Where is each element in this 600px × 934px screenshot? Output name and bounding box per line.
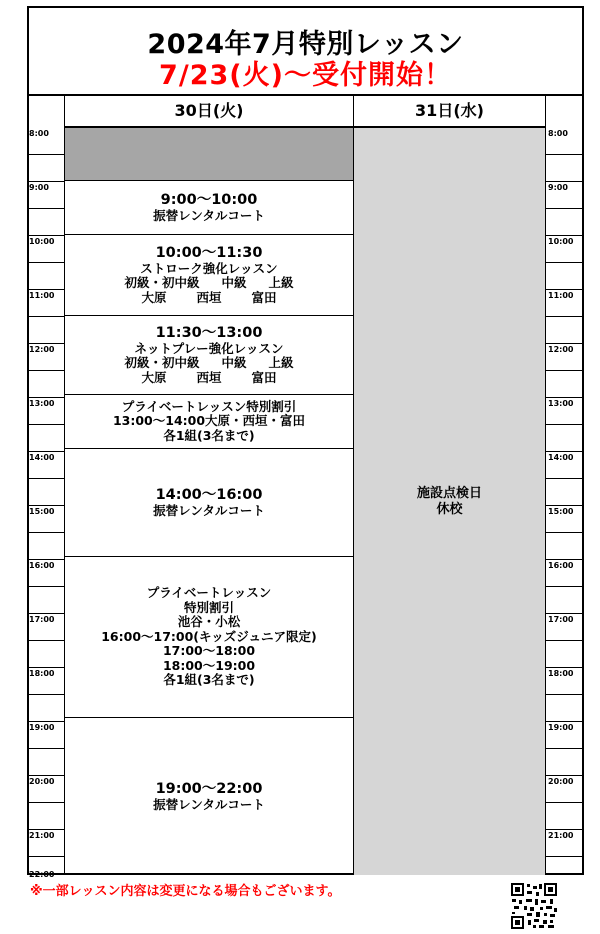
time-label: 9:00 xyxy=(548,183,568,192)
coach-name: 大原 xyxy=(141,369,167,385)
time-slot-half xyxy=(27,695,64,722)
level-label: 上級 xyxy=(268,275,294,291)
time-slot-21 xyxy=(27,830,64,857)
time-slot-15 xyxy=(546,506,583,533)
lesson-time: 13:00～14:00大原・西垣・富田 xyxy=(112,413,306,429)
lesson-block-private-13 xyxy=(65,395,353,449)
time-label: 12:00 xyxy=(548,345,574,354)
lesson-time: 18:00～19:00 xyxy=(162,657,256,673)
time-label: 21:00 xyxy=(548,831,574,840)
time-slot-14 xyxy=(546,452,583,479)
time-slot-half xyxy=(546,371,583,398)
time-slot-16 xyxy=(27,560,64,587)
time-label: 21:00 xyxy=(29,831,55,840)
time-slot-18 xyxy=(27,668,64,695)
level-label: 上級 xyxy=(268,355,294,371)
time-slot-19 xyxy=(546,722,583,749)
day-header-30: 30日(火) xyxy=(65,96,354,128)
lesson-time: 9:00～10:00 xyxy=(160,191,258,208)
time-slot-half xyxy=(546,803,583,830)
lesson-time: 14:00～16:00 xyxy=(155,486,263,503)
time-slot-half xyxy=(27,749,64,776)
lesson-time: 11:30～13:00 xyxy=(155,324,263,341)
closed-reason: 施設点検日 xyxy=(416,485,482,501)
time-label: 12:00 xyxy=(29,345,55,354)
lesson-title: プライベートレッスン xyxy=(146,585,272,601)
lesson-block-netplay xyxy=(65,316,353,395)
time-slot-half xyxy=(546,857,583,884)
coach-name: 西垣 xyxy=(196,369,222,385)
time-slot-half xyxy=(27,587,64,614)
lesson-time: 17:00～18:00 xyxy=(162,643,256,659)
coach-row xyxy=(141,371,276,386)
time-label: 13:00 xyxy=(548,399,574,408)
lesson-time: 16:00～17:00(キッズジュニア限定) xyxy=(101,628,317,644)
reception-start-notice: 7/23(火)～受付開始！ xyxy=(159,60,452,91)
coach-name: 富田 xyxy=(251,289,277,305)
lesson-block-private-evening xyxy=(65,557,353,718)
time-slot-9 xyxy=(27,182,64,209)
time-slot-12 xyxy=(27,344,64,371)
schedule-header xyxy=(27,6,584,96)
time-label: 10:00 xyxy=(548,237,574,246)
time-slot-17 xyxy=(27,614,64,641)
time-slot-16 xyxy=(546,560,583,587)
level-label: 初級・初中級 xyxy=(124,355,200,371)
lesson-block-rental-morning xyxy=(65,181,353,235)
time-label: 19:00 xyxy=(29,723,55,732)
time-slot-9 xyxy=(546,182,583,209)
time-label: 17:00 xyxy=(29,615,55,624)
page-title: 2024年7月特別レッスン xyxy=(147,29,464,60)
lesson-block-rental-night xyxy=(65,718,353,875)
time-slot-half xyxy=(27,425,64,452)
time-label: 8:00 xyxy=(548,129,568,138)
unavailable-block xyxy=(65,128,353,181)
level-label: 初級・初中級 xyxy=(124,275,200,291)
time-slot-half xyxy=(546,749,583,776)
time-slot-half xyxy=(546,695,583,722)
time-label: 20:00 xyxy=(29,777,55,786)
time-slot-half xyxy=(546,425,583,452)
level-label: 中級 xyxy=(221,355,247,371)
lesson-title: ストローク強化レッスン xyxy=(140,260,278,276)
time-slot-8 xyxy=(27,128,64,155)
time-slot-10 xyxy=(27,236,64,263)
level-row xyxy=(124,276,293,291)
time-slot-half xyxy=(546,533,583,560)
time-label: 8:00 xyxy=(29,129,49,138)
time-slot-13 xyxy=(546,398,583,425)
time-slot-20 xyxy=(27,776,64,803)
time-label: 11:00 xyxy=(548,291,574,300)
time-label: 15:00 xyxy=(29,507,55,516)
time-slot-half xyxy=(546,587,583,614)
time-slot-half xyxy=(546,155,583,182)
time-slot-half xyxy=(27,371,64,398)
lesson-capacity: 各1組(3名まで) xyxy=(163,427,255,443)
time-slot-18 xyxy=(546,668,583,695)
lesson-block-stroke xyxy=(65,235,353,316)
time-label: 9:00 xyxy=(29,183,49,192)
time-slot-half xyxy=(27,533,64,560)
time-label: 18:00 xyxy=(548,669,574,678)
time-slot-half xyxy=(27,263,64,290)
closed-day-block xyxy=(353,128,546,875)
time-label: 11:00 xyxy=(29,291,55,300)
lesson-capacity: 各1組(3名まで) xyxy=(163,672,255,688)
time-slot-half xyxy=(27,209,64,236)
level-row xyxy=(124,356,293,371)
time-slot-12 xyxy=(546,344,583,371)
coach-row xyxy=(141,291,276,306)
coach-name: 西垣 xyxy=(196,289,222,305)
coach-names: 池谷・小松 xyxy=(177,614,241,630)
lesson-time: 10:00～11:30 xyxy=(155,244,263,261)
lesson-title: 振替レンタルコート xyxy=(153,796,265,812)
time-slot-half xyxy=(546,263,583,290)
time-slot-half xyxy=(27,641,64,668)
time-slot-half xyxy=(546,209,583,236)
closed-status: 休校 xyxy=(436,501,463,517)
lesson-title: 振替レンタルコート xyxy=(153,207,265,223)
time-slot-15 xyxy=(27,506,64,533)
time-label: 22:00 xyxy=(29,870,55,879)
qr-code-icon xyxy=(510,882,558,930)
time-label: 16:00 xyxy=(548,561,574,570)
time-label: 14:00 xyxy=(29,453,55,462)
time-slot-11 xyxy=(27,290,64,317)
time-slot-half xyxy=(27,155,64,182)
time-label: 19:00 xyxy=(548,723,574,732)
time-slot-11 xyxy=(546,290,583,317)
time-label: 17:00 xyxy=(548,615,574,624)
time-slot-half xyxy=(27,479,64,506)
time-label: 14:00 xyxy=(548,453,574,462)
lesson-title: プライベートレッスン特別割引 xyxy=(121,398,297,414)
time-slot-13 xyxy=(27,398,64,425)
time-label: 16:00 xyxy=(29,561,55,570)
time-slot-half xyxy=(546,317,583,344)
time-slot-19 xyxy=(27,722,64,749)
lesson-time: 19:00～22:00 xyxy=(155,780,263,797)
time-slot-half xyxy=(546,641,583,668)
time-label: 13:00 xyxy=(29,399,55,408)
coach-name: 富田 xyxy=(251,369,277,385)
time-slot-half xyxy=(546,479,583,506)
time-slot-17 xyxy=(546,614,583,641)
time-label: 20:00 xyxy=(548,777,574,786)
time-slot-half xyxy=(27,317,64,344)
lesson-title: ネットプレー強化レッスン xyxy=(134,340,284,356)
coach-name: 大原 xyxy=(141,289,167,305)
time-slot-20 xyxy=(546,776,583,803)
time-slot-14 xyxy=(27,452,64,479)
time-label: 15:00 xyxy=(548,507,574,516)
time-slot-half xyxy=(27,803,64,830)
lesson-subtitle: 特別割引 xyxy=(183,599,234,615)
lesson-block-rental-afternoon xyxy=(65,449,353,557)
time-label: 10:00 xyxy=(29,237,55,246)
day-header-31: 31日(水) xyxy=(354,96,546,128)
level-label: 中級 xyxy=(221,275,247,291)
time-slot-21 xyxy=(546,830,583,857)
time-slot-10 xyxy=(546,236,583,263)
time-slot-8 xyxy=(546,128,583,155)
lesson-title: 振替レンタルコート xyxy=(153,502,265,518)
time-label: 18:00 xyxy=(29,669,55,678)
footer-note: ※一部レッスン内容は変更になる場合もございます。 xyxy=(30,884,341,899)
